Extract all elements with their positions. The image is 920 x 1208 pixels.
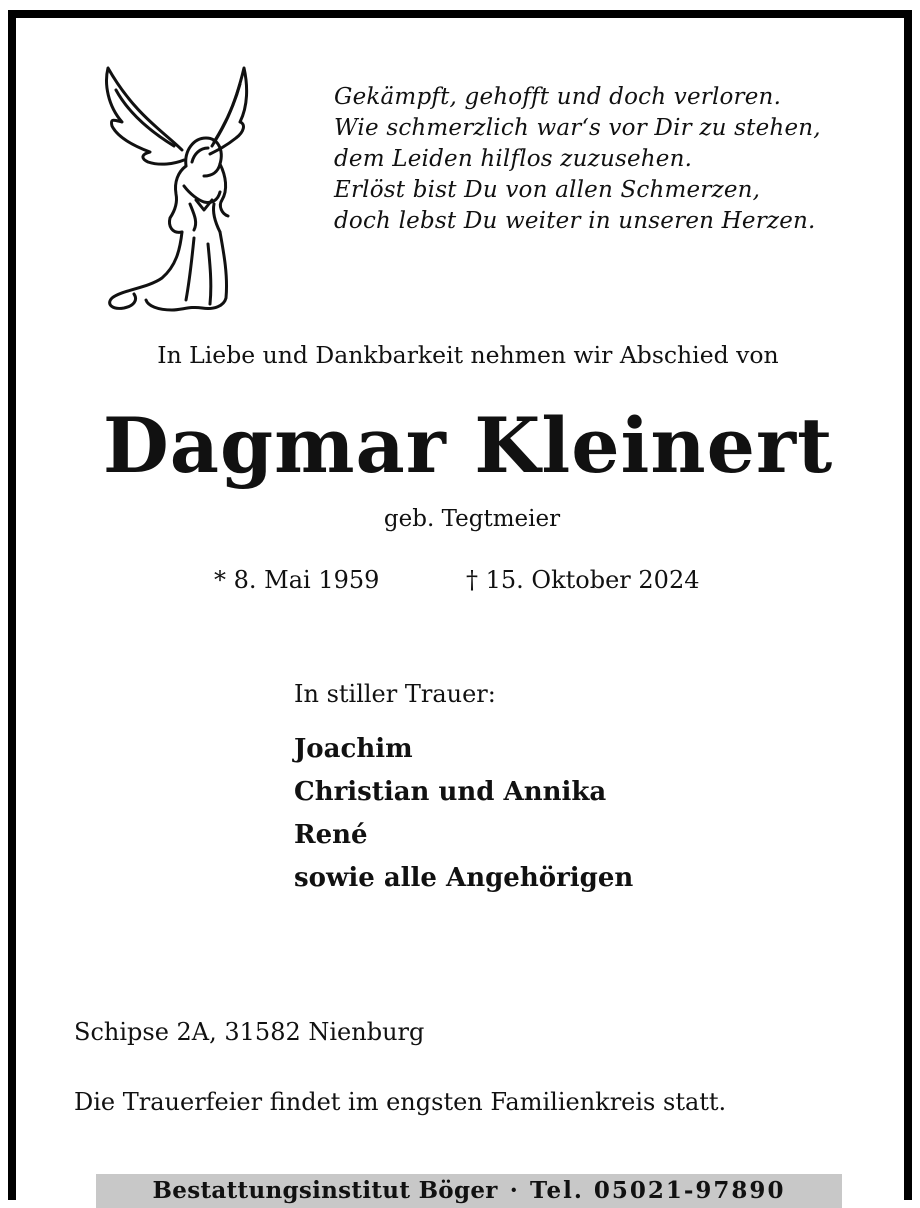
mourner-name: Christian und Annika	[294, 777, 607, 807]
poem-line: Erlöst bist Du von allen Schmerzen,	[334, 177, 761, 203]
deceased-name: Dagmar Kleinert	[102, 401, 834, 490]
poem-line: dem Leiden hilflos zuzusehen.	[334, 146, 693, 172]
angel-icon	[94, 54, 254, 314]
mourners-list	[294, 728, 633, 900]
birth-name: geb. Tegtmeier	[383, 506, 561, 532]
poem-line: Gekämpft, gehofft und doch verloren.	[334, 84, 782, 110]
funeral-home-name: Bestattungsinstitut Böger	[152, 1177, 498, 1204]
poem-line: Wie schmerzlich war‘s vor Dir zu stehen,	[334, 115, 821, 141]
funeral-home-phone: Tel. 05021-97890	[530, 1177, 786, 1204]
mourner-name: Joachim	[294, 734, 413, 764]
funeral-note: Die Trauerfeier findet im engsten Familienkreis statt.	[74, 1088, 727, 1116]
intro-text: In Liebe und Dankbarkeit nehmen wir Abschied von	[157, 341, 779, 369]
funeral-home-bar	[96, 1174, 842, 1208]
poem-line: doch lebst Du weiter in unseren Herzen.	[334, 208, 816, 234]
poem	[334, 82, 894, 237]
mourner-name: René	[294, 820, 368, 850]
mourner-name: sowie alle Angehörigen	[294, 863, 634, 893]
mourning-label: In stiller Trauer:	[294, 680, 496, 708]
address: Schipse 2A, 31582 Nienburg	[74, 1018, 425, 1046]
death-date: † 15. Oktober 2024	[466, 566, 700, 594]
footer-separator: ·	[509, 1177, 518, 1204]
obituary-notice	[8, 10, 912, 1204]
birth-date: * 8. Mai 1959	[214, 566, 380, 594]
